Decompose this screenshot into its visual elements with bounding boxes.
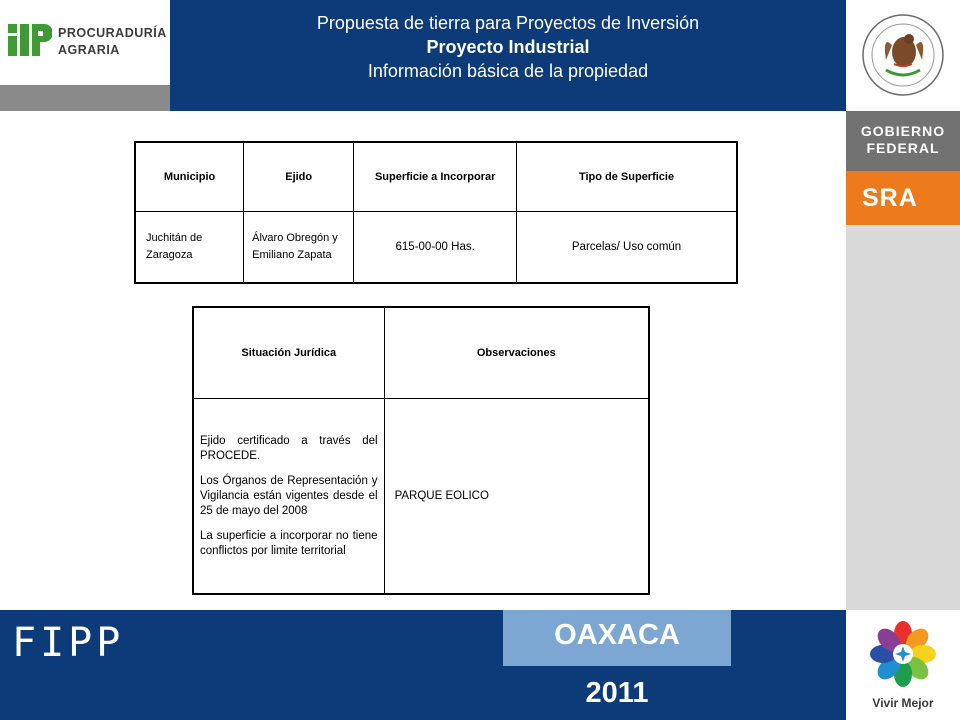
situacion-paragraph-2: Los Órganos de Representación y Vigilancia están vigentes desde el 25 de mayo del 2008	[200, 474, 378, 517]
eagle-seal-icon	[846, 0, 960, 111]
cell-superficie: 615-00-00 Has.	[354, 212, 517, 284]
table-header-row	[135, 142, 737, 212]
cell-observaciones: PARQUE EOLICO	[384, 399, 649, 595]
sra-badge: SRA	[846, 171, 960, 225]
cell-municipio: Juchitán de Zaragoza	[135, 212, 244, 284]
header-title-line-3: Información básica de la propiedad	[367, 61, 649, 81]
header-title-line-1: Propuesta de tierra para Proyectos de Inversión	[316, 13, 700, 33]
header-situacion-juridica: Situación Jurídica	[193, 307, 384, 399]
procuraduria-logo-text	[58, 25, 167, 59]
logo-line-1: PROCURADURÍA	[58, 26, 167, 40]
vivir-mejor-text: Vivir Mejor	[872, 696, 934, 710]
table-row	[193, 399, 649, 595]
legal-status-table	[192, 306, 650, 595]
header-titles	[170, 12, 846, 83]
header-title-line-2: Proyecto Industrial	[426, 37, 590, 57]
cell-situacion-juridica	[193, 399, 384, 595]
vivir-mejor-logo	[846, 610, 960, 720]
header-observaciones: Observaciones	[384, 307, 649, 399]
procuraduria-logo-icon	[8, 22, 52, 58]
logo-line-2: AGRARIA	[58, 43, 120, 57]
year-label: 2011	[503, 666, 731, 720]
vivir-mejor-flower-icon	[846, 610, 960, 700]
header-superficie: Superficie a Incorporar	[354, 142, 517, 212]
logo-grey-strip	[0, 85, 170, 111]
gobierno-line-1: GOBIERNO	[860, 123, 946, 139]
situacion-paragraph-3: La superficie a incorporar no tiene conflictos por limite territorial	[200, 529, 378, 557]
gobierno-federal-badge	[846, 111, 960, 171]
national-seal	[846, 0, 960, 111]
state-label: OAXACA	[503, 610, 731, 666]
header-tipo-superficie: Tipo de Superficie	[517, 142, 737, 212]
situacion-paragraph-1: Ejido certificado a través del PROCEDE.	[200, 434, 378, 462]
table-header-row	[193, 307, 649, 399]
property-info-table	[134, 141, 738, 284]
gobierno-line-2: FEDERAL	[866, 140, 940, 156]
program-name: FIPP	[12, 620, 125, 666]
header-ejido: Ejido	[244, 142, 354, 212]
procuraduria-logo	[0, 0, 170, 85]
table-row	[135, 212, 737, 284]
cell-ejido: Álvaro Obregón y Emiliano Zapata	[244, 212, 354, 284]
header-municipio: Municipio	[135, 142, 244, 212]
cell-tipo-superficie: Parcelas/ Uso común	[517, 212, 737, 284]
